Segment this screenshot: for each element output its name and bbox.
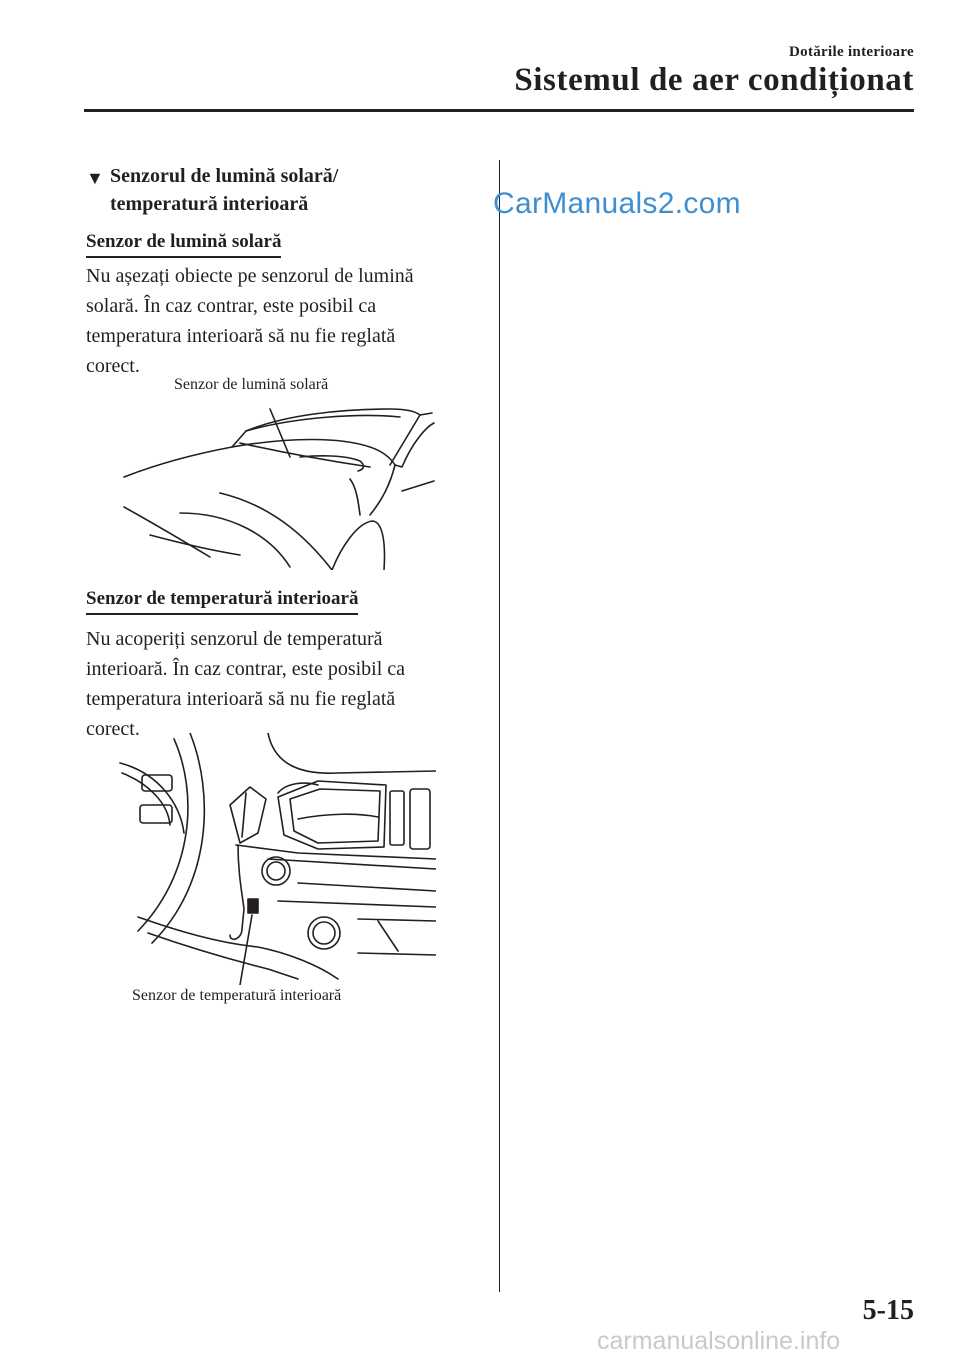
topic-heading-line1: Senzorul de lumină solară/	[110, 165, 339, 187]
paragraph-line: solară. În caz contrar, este posibil ca	[86, 295, 377, 317]
temp-sensor-heading: Senzor de temperatură interioară	[86, 588, 358, 615]
solar-sensor-figure-caption: Senzor de lumină solară	[174, 376, 329, 393]
paragraph-line: Nu așezați obiecte pe senzorul de lumină	[86, 265, 414, 287]
temp-sensor-paragraph	[86, 624, 405, 744]
temp-sensor-marker	[248, 899, 258, 913]
solar-sensor-heading: Senzor de lumină solară	[86, 231, 281, 258]
paragraph-line: temperatura interioară să nu fie reglată	[86, 325, 396, 347]
temp-sensor-figure-caption: Senzor de temperatură interioară	[132, 987, 342, 1004]
chapter-title: Dotările interioare	[789, 44, 914, 60]
column-divider	[499, 160, 500, 1292]
topic-heading-line2: temperatură interioară	[110, 193, 309, 215]
paragraph-line: corect.	[86, 355, 140, 377]
down-triangle-icon: ▼	[86, 168, 104, 188]
paragraph-line: Nu acoperiți senzorul de temperatură	[86, 628, 383, 650]
watermark-top[interactable]: CarManuals2.com	[493, 187, 741, 220]
temp-sensor-illustration	[118, 733, 436, 985]
page-number: 5-15	[862, 1295, 914, 1326]
paragraph-line: temperatura interioară să nu fie reglată	[86, 688, 396, 710]
paragraph-line: corect.	[86, 718, 140, 740]
solar-sensor-illustration	[120, 395, 435, 570]
topic-heading	[86, 162, 466, 218]
section-title: Sistemul de aer condiționat	[514, 62, 914, 98]
header-rule	[84, 109, 914, 112]
watermark-bottom[interactable]: carmanualsonline.info	[597, 1327, 841, 1355]
solar-sensor-paragraph	[86, 261, 414, 381]
paragraph-line: interioară. În caz contrar, este posibil ca	[86, 658, 406, 680]
